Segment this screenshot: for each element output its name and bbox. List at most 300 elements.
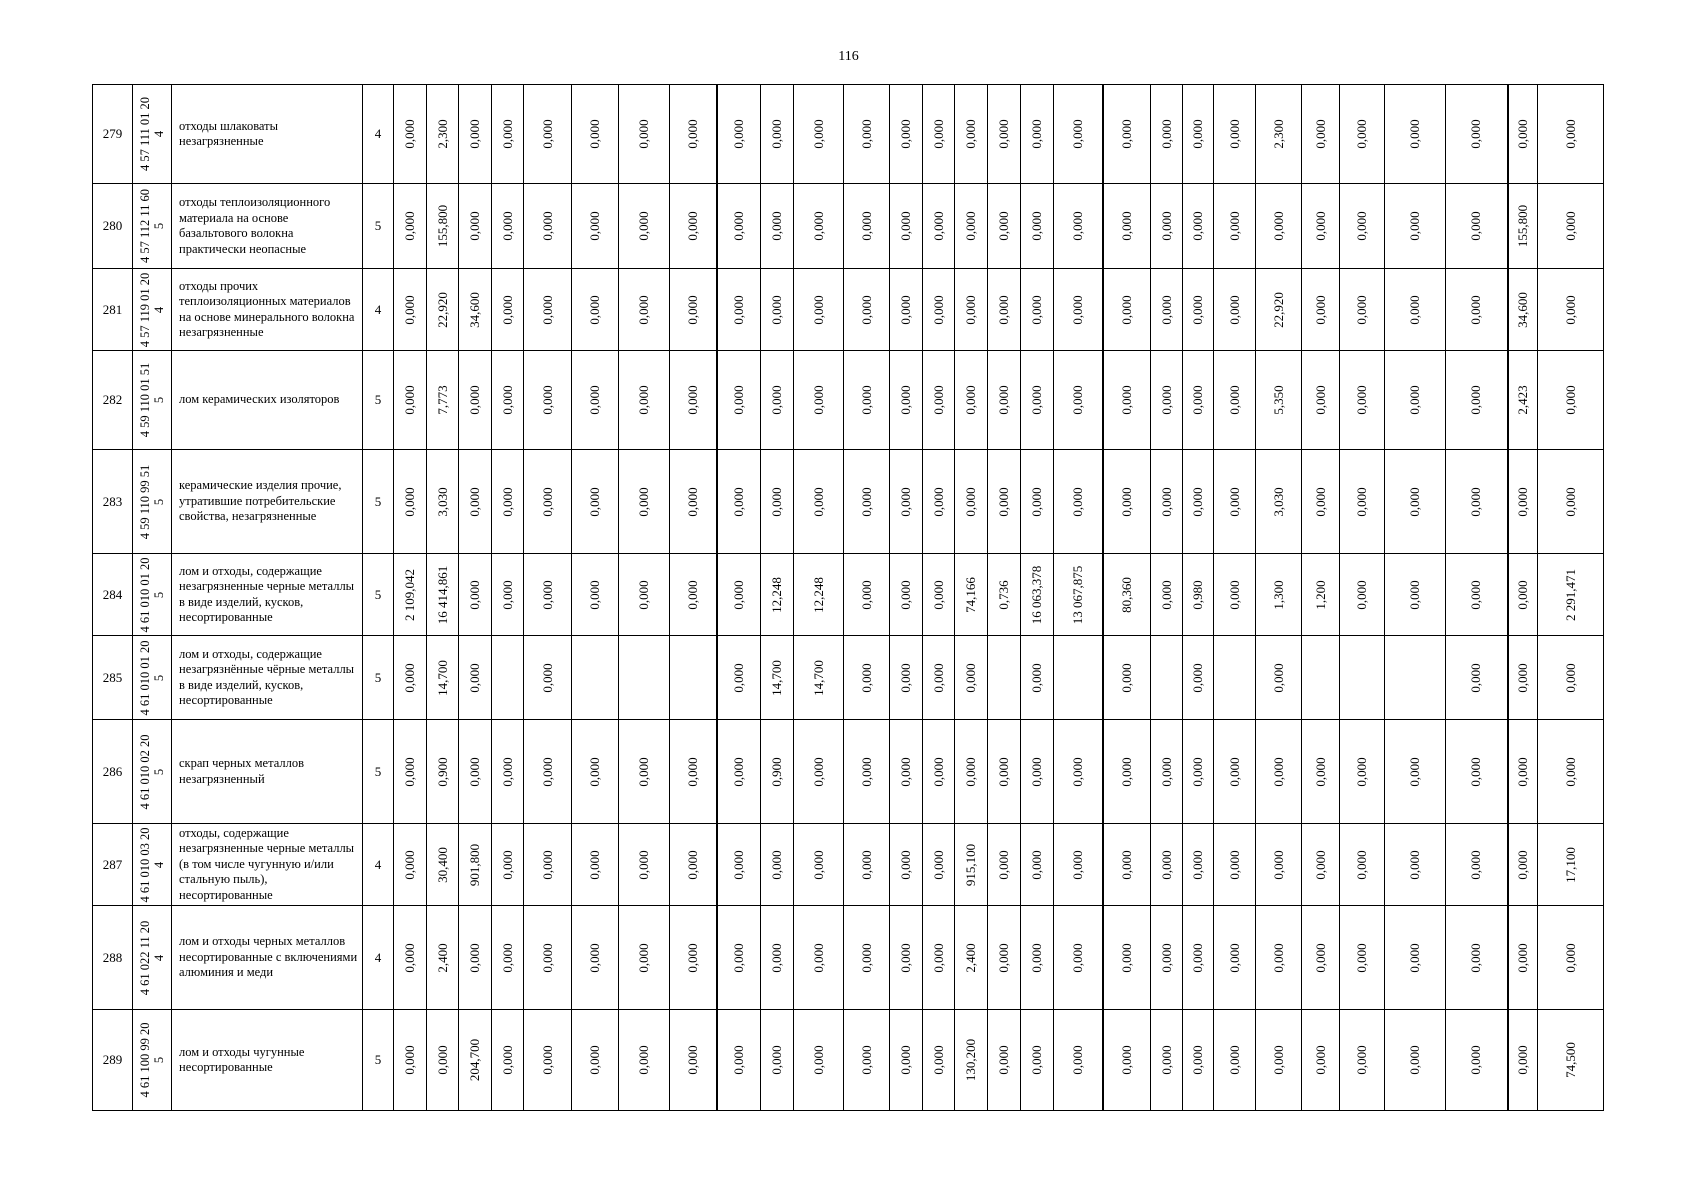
value-cell-text: 0,000 bbox=[402, 849, 417, 880]
value-cell bbox=[492, 824, 524, 906]
value-cell-text: 0,000 bbox=[963, 756, 978, 787]
value-cell bbox=[1103, 85, 1151, 184]
value-cell bbox=[619, 184, 670, 269]
value-cell bbox=[1340, 85, 1385, 184]
value-cell bbox=[1256, 85, 1302, 184]
value-cell bbox=[844, 269, 890, 351]
value-cell-text: 0,000 bbox=[1407, 756, 1422, 787]
value-cell-text: 3,030 bbox=[434, 486, 450, 517]
value-cell-text: 0,000 bbox=[636, 486, 651, 517]
value-cell bbox=[1302, 1010, 1340, 1111]
value-cell bbox=[394, 269, 427, 351]
value-cell-text: 0,000 bbox=[1190, 756, 1205, 787]
waste-name-cell: лом и отходы черных металлов несортированные с включениями алюминия и меди bbox=[172, 906, 363, 1010]
value-cell-text: 0,000 bbox=[769, 486, 784, 517]
value-cell-text: 0,000 bbox=[1407, 211, 1422, 241]
table-row bbox=[93, 450, 1604, 554]
value-cell-text: 0,000 bbox=[898, 385, 913, 415]
value-cell-text: 0,000 bbox=[1562, 119, 1578, 149]
value-cell-text: 0,000 bbox=[499, 211, 515, 241]
value-cell bbox=[1151, 269, 1183, 351]
value-cell-text: 0,000 bbox=[1118, 849, 1134, 880]
value-cell-text: 0,000 bbox=[930, 119, 946, 149]
value-cell bbox=[1151, 906, 1183, 1010]
value-cell bbox=[1103, 351, 1151, 450]
waste-code-cell-text: 4 61 010 03 20 4 bbox=[138, 827, 166, 902]
value-cell-text: 0,000 bbox=[636, 579, 651, 610]
value-cell bbox=[988, 450, 1021, 554]
value-cell-text: 30,400 bbox=[434, 846, 450, 883]
value-cell bbox=[1103, 636, 1151, 720]
value-cell bbox=[794, 450, 844, 554]
value-cell bbox=[761, 269, 794, 351]
value-cell-text: 0,000 bbox=[930, 662, 946, 693]
value-cell bbox=[1340, 184, 1385, 269]
value-cell-text: 0,000 bbox=[1354, 486, 1369, 517]
value-cell bbox=[955, 636, 988, 720]
value-cell-text: 0,000 bbox=[769, 211, 784, 241]
value-cell bbox=[670, 636, 717, 720]
value-cell bbox=[988, 85, 1021, 184]
value-cell bbox=[1214, 720, 1256, 824]
value-cell bbox=[1021, 906, 1054, 1010]
value-cell-text: 0,000 bbox=[467, 211, 482, 241]
hazard-class-cell: 5 bbox=[363, 351, 394, 450]
value-cell bbox=[717, 85, 761, 184]
value-cell-text: 0,000 bbox=[1407, 486, 1422, 517]
value-cell-text: 0,000 bbox=[636, 119, 651, 149]
value-cell bbox=[492, 554, 524, 636]
value-cell bbox=[761, 1010, 794, 1111]
value-cell bbox=[955, 720, 988, 824]
value-cell-text: 0,000 bbox=[1226, 1045, 1242, 1075]
value-cell bbox=[572, 824, 619, 906]
value-cell-text: 0,000 bbox=[769, 294, 784, 325]
value-cell-text: 0,000 bbox=[858, 1045, 874, 1075]
waste-code-cell-text: 4 57 112 11 60 5 bbox=[138, 188, 166, 264]
row-number-cell: 280 bbox=[93, 184, 133, 269]
value-cell-text: 0,000 bbox=[1407, 385, 1422, 415]
waste-name-cell: отходы теплоизоляционного материала на основе базальтового волокна практически неопасные bbox=[172, 184, 363, 269]
value-cell bbox=[1151, 720, 1183, 824]
value-cell bbox=[1385, 906, 1446, 1010]
value-cell-text: 0,000 bbox=[996, 294, 1011, 325]
value-cell bbox=[1538, 351, 1604, 450]
value-cell bbox=[844, 450, 890, 554]
value-cell bbox=[1021, 351, 1054, 450]
value-cell bbox=[572, 269, 619, 351]
value-cell-text: 0,000 bbox=[1158, 1045, 1174, 1075]
value-cell-text: 2,300 bbox=[1270, 119, 1286, 149]
value-cell bbox=[1302, 184, 1340, 269]
value-cell-text: 2 291,471 bbox=[1562, 568, 1578, 621]
value-cell bbox=[1151, 184, 1183, 269]
value-cell bbox=[1508, 906, 1538, 1010]
value-cell bbox=[492, 636, 524, 720]
value-cell-text: 0,000 bbox=[730, 486, 746, 517]
value-cell-text: 204,700 bbox=[467, 1038, 482, 1082]
value-cell bbox=[1340, 720, 1385, 824]
value-cell-text: 0,000 bbox=[684, 942, 700, 973]
value-cell bbox=[394, 351, 427, 450]
value-cell-text: 0,000 bbox=[1029, 119, 1044, 149]
value-cell bbox=[794, 1010, 844, 1111]
value-cell bbox=[1302, 450, 1340, 554]
value-cell bbox=[794, 269, 844, 351]
value-cell bbox=[923, 636, 955, 720]
value-cell bbox=[1021, 269, 1054, 351]
value-cell bbox=[717, 720, 761, 824]
value-cell-text: 0,000 bbox=[1562, 211, 1578, 241]
value-cell-text: 0,000 bbox=[930, 211, 946, 241]
value-cell-text: 0,000 bbox=[1158, 385, 1174, 415]
value-cell bbox=[1302, 269, 1340, 351]
value-cell bbox=[1256, 269, 1302, 351]
value-cell bbox=[1256, 636, 1302, 720]
value-cell-text: 0,000 bbox=[1354, 1045, 1369, 1075]
value-cell-text: 0,000 bbox=[1562, 756, 1578, 787]
value-cell-text: 0,000 bbox=[996, 1045, 1011, 1075]
value-cell bbox=[1054, 269, 1103, 351]
value-cell bbox=[670, 824, 717, 906]
value-cell-text: 34,600 bbox=[1514, 291, 1530, 328]
value-cell-text: 5,350 bbox=[1270, 385, 1286, 415]
value-cell-text: 0,000 bbox=[1158, 942, 1174, 973]
value-cell bbox=[572, 554, 619, 636]
value-cell-text: 0,000 bbox=[1190, 662, 1205, 693]
value-cell bbox=[890, 269, 923, 351]
value-cell bbox=[717, 636, 761, 720]
value-cell-text: 0,000 bbox=[930, 1045, 946, 1075]
value-cell bbox=[459, 636, 492, 720]
waste-code-cell-text: 4 57 119 01 20 4 bbox=[138, 272, 166, 347]
value-cell-text: 0,000 bbox=[1158, 756, 1174, 787]
hazard-class-cell: 5 bbox=[363, 636, 394, 720]
value-cell-text: 0,000 bbox=[587, 211, 602, 241]
waste-name-cell: лом и отходы, содержащие незагрязнённые чёрные металлы в виде изделий, кусков, несортированные bbox=[172, 636, 363, 720]
value-cell bbox=[844, 720, 890, 824]
value-cell-text: 0,000 bbox=[499, 942, 515, 973]
value-cell-text: 0,000 bbox=[810, 294, 826, 325]
value-cell-text: 0,000 bbox=[499, 119, 515, 149]
value-cell-text: 0,000 bbox=[539, 385, 555, 415]
value-cell-text: 0,000 bbox=[1407, 579, 1422, 610]
value-cell bbox=[1385, 1010, 1446, 1111]
value-cell bbox=[1103, 824, 1151, 906]
value-cell bbox=[1508, 554, 1538, 636]
value-cell bbox=[1183, 184, 1214, 269]
value-cell-text: 0,000 bbox=[1270, 756, 1286, 787]
value-cell bbox=[1446, 906, 1508, 1010]
value-cell bbox=[619, 269, 670, 351]
value-cell bbox=[1021, 184, 1054, 269]
value-cell-text: 0,000 bbox=[858, 294, 874, 325]
value-cell bbox=[1446, 720, 1508, 824]
value-cell bbox=[427, 184, 459, 269]
value-cell-text: 0,000 bbox=[1158, 849, 1174, 880]
value-cell-text: 0,000 bbox=[898, 119, 913, 149]
value-cell bbox=[761, 450, 794, 554]
value-cell-text: 12,248 bbox=[810, 576, 826, 613]
value-cell-text: 0,000 bbox=[1468, 486, 1484, 517]
value-cell bbox=[844, 636, 890, 720]
value-cell-text: 0,000 bbox=[898, 211, 913, 241]
value-cell bbox=[923, 85, 955, 184]
value-cell bbox=[1183, 450, 1214, 554]
value-cell-text: 0,000 bbox=[1354, 849, 1369, 880]
value-cell-text: 0,000 bbox=[730, 942, 746, 973]
table-row bbox=[93, 720, 1604, 824]
value-cell-text: 0,000 bbox=[499, 849, 515, 880]
value-cell-text: 0,000 bbox=[1312, 119, 1328, 149]
value-cell-text: 0,000 bbox=[769, 849, 784, 880]
value-cell-text: 0,000 bbox=[1312, 849, 1328, 880]
value-cell-text: 0,000 bbox=[499, 486, 515, 517]
value-cell bbox=[572, 184, 619, 269]
value-cell-text: 0,000 bbox=[930, 849, 946, 880]
value-cell-text: 0,000 bbox=[467, 942, 482, 973]
row-number-cell: 287 bbox=[93, 824, 133, 906]
value-cell-text: 0,000 bbox=[1190, 1045, 1205, 1075]
value-cell bbox=[1183, 351, 1214, 450]
value-cell bbox=[524, 184, 572, 269]
value-cell bbox=[572, 906, 619, 1010]
value-cell bbox=[1340, 906, 1385, 1010]
value-cell-text: 2,400 bbox=[963, 942, 978, 973]
value-cell-text: 7,773 bbox=[434, 385, 450, 415]
value-cell bbox=[572, 85, 619, 184]
value-cell-text: 0,000 bbox=[1226, 211, 1242, 241]
waste-code-cell-text: 4 61 022 11 20 4 bbox=[138, 920, 166, 995]
value-cell bbox=[394, 85, 427, 184]
value-cell-text: 0,000 bbox=[1226, 579, 1242, 610]
value-cell-text: 0,000 bbox=[1226, 385, 1242, 415]
value-cell bbox=[670, 351, 717, 450]
value-cell-text: 0,000 bbox=[1270, 942, 1286, 973]
value-cell bbox=[1054, 720, 1103, 824]
value-cell-text: 0,000 bbox=[963, 294, 978, 325]
value-cell bbox=[619, 1010, 670, 1111]
value-cell bbox=[1183, 906, 1214, 1010]
waste-code-cell-text: 4 61 100 99 20 5 bbox=[138, 1022, 166, 1098]
value-cell bbox=[1385, 636, 1446, 720]
value-cell bbox=[427, 450, 459, 554]
value-cell-text: 0,000 bbox=[1354, 119, 1369, 149]
value-cell-text: 0,000 bbox=[858, 942, 874, 973]
value-cell bbox=[619, 554, 670, 636]
value-cell-text: 915,100 bbox=[963, 843, 978, 886]
value-cell bbox=[794, 636, 844, 720]
value-cell-text: 0,000 bbox=[684, 579, 700, 610]
value-cell bbox=[890, 906, 923, 1010]
value-cell bbox=[794, 720, 844, 824]
value-cell-text: 0,000 bbox=[636, 385, 651, 415]
value-cell-text: 0,000 bbox=[1468, 579, 1484, 610]
value-cell-text: 0,000 bbox=[858, 756, 874, 787]
value-cell bbox=[1151, 824, 1183, 906]
value-cell-text: 0,000 bbox=[1029, 662, 1044, 693]
value-cell-text: 0,000 bbox=[1468, 1045, 1484, 1075]
waste-name-cell: керамические изделия прочие, утратившие потребительские свойства, незагрязненные bbox=[172, 450, 363, 554]
value-cell bbox=[670, 184, 717, 269]
value-cell bbox=[1538, 824, 1604, 906]
value-cell bbox=[394, 450, 427, 554]
value-cell bbox=[1021, 636, 1054, 720]
value-cell-text: 0,000 bbox=[1190, 849, 1205, 880]
value-cell bbox=[890, 351, 923, 450]
value-cell bbox=[524, 351, 572, 450]
value-cell-text: 0,000 bbox=[1354, 579, 1369, 610]
value-cell bbox=[923, 824, 955, 906]
value-cell-text: 0,000 bbox=[1069, 486, 1085, 517]
value-cell-text: 34,600 bbox=[467, 291, 482, 328]
value-cell bbox=[955, 269, 988, 351]
value-cell bbox=[761, 636, 794, 720]
value-cell bbox=[923, 906, 955, 1010]
value-cell-text: 0,000 bbox=[898, 579, 913, 610]
value-cell bbox=[1183, 269, 1214, 351]
value-cell bbox=[761, 554, 794, 636]
value-cell bbox=[955, 1010, 988, 1111]
value-cell bbox=[1508, 824, 1538, 906]
value-cell-text: 0,000 bbox=[1270, 662, 1286, 693]
value-cell bbox=[1385, 720, 1446, 824]
value-cell-text: 0,000 bbox=[963, 385, 978, 415]
value-cell-text: 0,000 bbox=[434, 1045, 450, 1075]
value-cell-text: 0,000 bbox=[467, 385, 482, 415]
value-cell bbox=[1340, 636, 1385, 720]
value-cell-text: 0,000 bbox=[1190, 942, 1205, 973]
value-cell bbox=[459, 906, 492, 1010]
value-cell bbox=[427, 906, 459, 1010]
value-cell bbox=[619, 720, 670, 824]
value-cell-text: 0,000 bbox=[1270, 849, 1286, 880]
value-cell bbox=[1021, 824, 1054, 906]
value-cell bbox=[427, 824, 459, 906]
value-cell bbox=[1446, 85, 1508, 184]
value-cell-text: 0,000 bbox=[930, 486, 946, 517]
value-cell bbox=[844, 906, 890, 1010]
value-cell bbox=[670, 554, 717, 636]
value-cell-text: 0,000 bbox=[1407, 849, 1422, 880]
value-cell bbox=[1256, 184, 1302, 269]
value-cell-text: 0,000 bbox=[1029, 942, 1044, 973]
value-cell bbox=[427, 720, 459, 824]
value-cell bbox=[1446, 184, 1508, 269]
value-cell bbox=[1508, 351, 1538, 450]
value-cell bbox=[1385, 450, 1446, 554]
value-cell bbox=[524, 85, 572, 184]
value-cell-text: 0,000 bbox=[1312, 1045, 1328, 1075]
value-cell-text: 0,000 bbox=[636, 756, 651, 787]
value-cell bbox=[1340, 1010, 1385, 1111]
value-cell-text: 0,900 bbox=[434, 756, 450, 787]
value-cell bbox=[1256, 824, 1302, 906]
value-cell bbox=[1214, 906, 1256, 1010]
value-cell-text: 0,000 bbox=[930, 579, 946, 610]
value-cell-text: 0,000 bbox=[587, 385, 602, 415]
value-cell bbox=[1446, 1010, 1508, 1111]
value-cell bbox=[1151, 351, 1183, 450]
value-cell bbox=[1538, 450, 1604, 554]
value-cell-text: 155,800 bbox=[1514, 204, 1530, 248]
value-cell-text: 0,000 bbox=[1312, 294, 1328, 325]
value-cell-text: 0,000 bbox=[1468, 849, 1484, 880]
value-cell-text: 0,000 bbox=[539, 849, 555, 880]
value-cell bbox=[459, 269, 492, 351]
value-cell-text: 0,000 bbox=[1514, 579, 1530, 610]
value-cell-text: 3,030 bbox=[1270, 486, 1286, 517]
value-cell bbox=[1340, 824, 1385, 906]
value-cell bbox=[394, 720, 427, 824]
value-cell bbox=[1054, 450, 1103, 554]
value-cell-text: 0,000 bbox=[898, 942, 913, 973]
value-cell-text: 0,000 bbox=[539, 294, 555, 325]
value-cell-text: 0,000 bbox=[769, 119, 784, 149]
value-cell-text: 0,000 bbox=[587, 294, 602, 325]
value-cell bbox=[1103, 184, 1151, 269]
value-cell bbox=[890, 636, 923, 720]
value-cell bbox=[923, 184, 955, 269]
value-cell bbox=[923, 720, 955, 824]
value-cell-text: 0,000 bbox=[684, 385, 700, 415]
value-cell-text: 0,000 bbox=[1226, 119, 1242, 149]
value-cell-text: 0,000 bbox=[858, 385, 874, 415]
value-cell-text: 155,800 bbox=[434, 204, 450, 248]
value-cell bbox=[1183, 554, 1214, 636]
value-cell bbox=[1446, 269, 1508, 351]
waste-code-cell bbox=[133, 720, 172, 824]
value-cell-text: 0,000 bbox=[858, 579, 874, 610]
value-cell bbox=[1508, 720, 1538, 824]
value-cell-text: 0,000 bbox=[1069, 119, 1085, 149]
value-cell-text: 0,000 bbox=[730, 294, 746, 325]
value-cell bbox=[1183, 85, 1214, 184]
table-row bbox=[93, 824, 1604, 906]
value-cell bbox=[1538, 1010, 1604, 1111]
hazard-class-cell: 5 bbox=[363, 184, 394, 269]
value-cell-text: 0,000 bbox=[1158, 294, 1174, 325]
value-cell bbox=[492, 184, 524, 269]
value-cell bbox=[1538, 636, 1604, 720]
value-cell-text: 0,000 bbox=[1069, 849, 1085, 880]
value-cell bbox=[761, 906, 794, 1010]
value-cell bbox=[1214, 824, 1256, 906]
value-cell-text: 0,900 bbox=[769, 756, 784, 787]
value-cell-text: 14,700 bbox=[769, 659, 784, 696]
table-row bbox=[93, 1010, 1604, 1111]
value-cell-text: 0,000 bbox=[1312, 942, 1328, 973]
value-cell-text: 0,000 bbox=[1354, 942, 1369, 973]
value-cell-text: 0,000 bbox=[1118, 662, 1134, 693]
value-cell bbox=[459, 351, 492, 450]
value-cell-text: 0,000 bbox=[1407, 942, 1422, 973]
value-cell-text: 0,000 bbox=[1354, 294, 1369, 325]
value-cell bbox=[923, 554, 955, 636]
hazard-class-cell: 5 bbox=[363, 720, 394, 824]
value-cell-text: 0,000 bbox=[467, 662, 482, 693]
waste-code-cell bbox=[133, 85, 172, 184]
value-cell-text: 0,000 bbox=[636, 942, 651, 973]
value-cell bbox=[459, 720, 492, 824]
value-cell bbox=[492, 720, 524, 824]
value-cell-text: 17,100 bbox=[1562, 846, 1578, 883]
value-cell bbox=[988, 720, 1021, 824]
value-cell bbox=[1340, 450, 1385, 554]
value-cell bbox=[1446, 351, 1508, 450]
waste-code-cell-text: 4 59 110 01 51 5 bbox=[138, 362, 166, 438]
value-cell bbox=[761, 184, 794, 269]
